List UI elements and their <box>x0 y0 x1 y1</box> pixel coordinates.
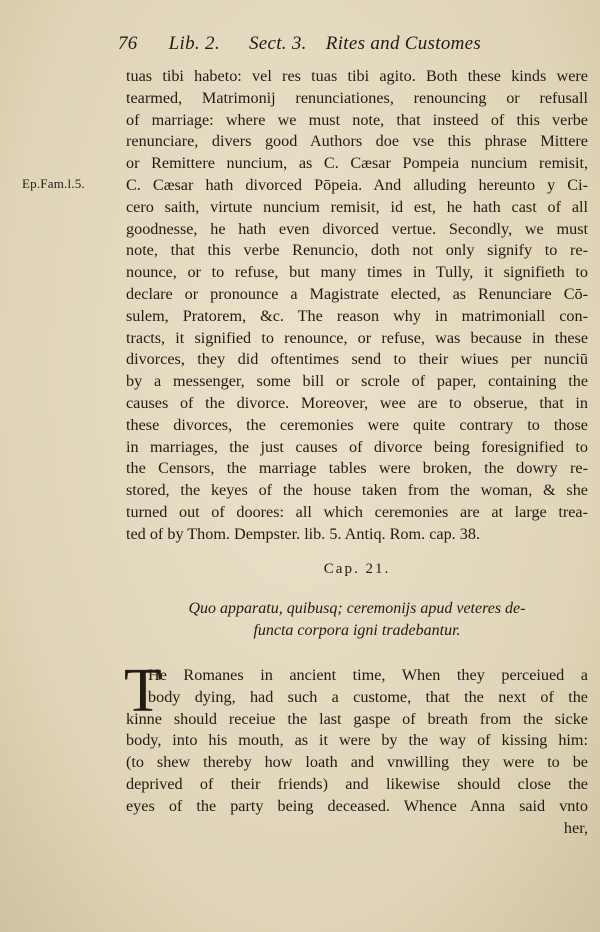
text-line: in marriages, the just causes of divorce being foresignified to <box>126 437 588 456</box>
text-line: He Romanes in ancient time, When they perceiued a <box>148 666 588 684</box>
book-number: Lib. 2. <box>168 33 220 54</box>
text-line: (to shew thereby how loath and vnwilling they were to be <box>126 753 588 772</box>
chapter-heading: Cap. 21. <box>323 561 391 577</box>
paragraph-1 <box>126 66 588 546</box>
text-line: deprived of their friends) and likewise should close the <box>126 774 588 793</box>
text-line: nounce, or to refuse, but many times in Tully, it signifieth to <box>126 263 588 282</box>
text-line: eyes of the party being deceased. Whence Anna said vnto <box>126 796 588 815</box>
subtitle-line: Quo apparatu, quibusq; ceremonijs apud veteres de- <box>188 600 526 617</box>
drop-cap: T <box>124 657 162 725</box>
text-line: her, <box>563 818 588 837</box>
section-number: Sect. 3. <box>248 33 307 54</box>
text-line: divorces, they did oftentimes send to their wiues per nunciū <box>126 350 588 369</box>
page-number: 76 <box>118 33 138 54</box>
running-title: Rites and Customes <box>325 33 482 54</box>
text-line: ted of by Thom. Dempster. lib. 5. Antiq. Rom. cap. 38. <box>126 524 480 543</box>
subtitle-line: functa corpora igni tradebantur. <box>253 622 461 639</box>
text-line: causes of the divorce. Moreover, wee are to obserue, that in <box>126 393 588 412</box>
text-line: tearmed, Matrimonij renunciationes, renouncing or refusall <box>126 88 588 107</box>
text-line: sulem, Pratorem, &c. The reason why in matrimoniall con- <box>126 306 588 325</box>
text-line: declare or pronounce a Magistrate elected, as Renunciare Cō- <box>126 284 588 303</box>
text-line: note, that this verbe Renuncio, doth not only signify to re- <box>126 241 588 260</box>
running-header <box>118 33 558 55</box>
text-line: the Censors, the marriage tables were broken, the dowry re- <box>126 459 588 478</box>
text-line: tuas tibi habeto: vel res tuas tibi agito. Both these kinds were <box>126 67 588 85</box>
text-line: of marriage: where we must note, that insteed of this verbe <box>126 110 588 129</box>
text-line: cero saith, virtute nuncium remisit, id est, he hath cast of all <box>126 197 588 216</box>
text-line: turned out of doores: all which ceremonies are at large trea- <box>126 502 588 521</box>
paragraph-2 <box>124 657 588 839</box>
text-line: kinne should receiue the last gaspe of breath from the sicke <box>126 709 588 728</box>
text-line: goodnesse, he hath even divorced vertue. Secondly, we must <box>126 219 588 238</box>
text-line: or Remittere nuncium, as C. Cæsar Pompeia nuncium remisit, <box>126 154 588 173</box>
text-line: these divorces, the ceremonies were quite contrary to those <box>126 415 588 434</box>
text-line: stored, the keyes of the house taken from the woman, & she <box>126 481 588 500</box>
text-line: by a messenger, some bill or scrole of paper, containing the <box>126 372 588 391</box>
text-line: C. Cæsar hath divorced Pōpeia. And alluding hereunto y Ci- <box>126 175 588 194</box>
text-line: renunciare, divers good Authors doe vse this phrase Mittere <box>126 132 588 151</box>
text-line: body dying, had such a custome, that the next of the <box>148 687 588 706</box>
text-line: tracts, it signified to renounce, or refuse, was because in these <box>126 328 588 347</box>
text-line: body, into his mouth, as it were by the way of kissing him: <box>126 731 588 750</box>
chapter-subtitle <box>126 598 588 642</box>
margin-note: Ep.Fam.l.5. <box>22 176 85 191</box>
